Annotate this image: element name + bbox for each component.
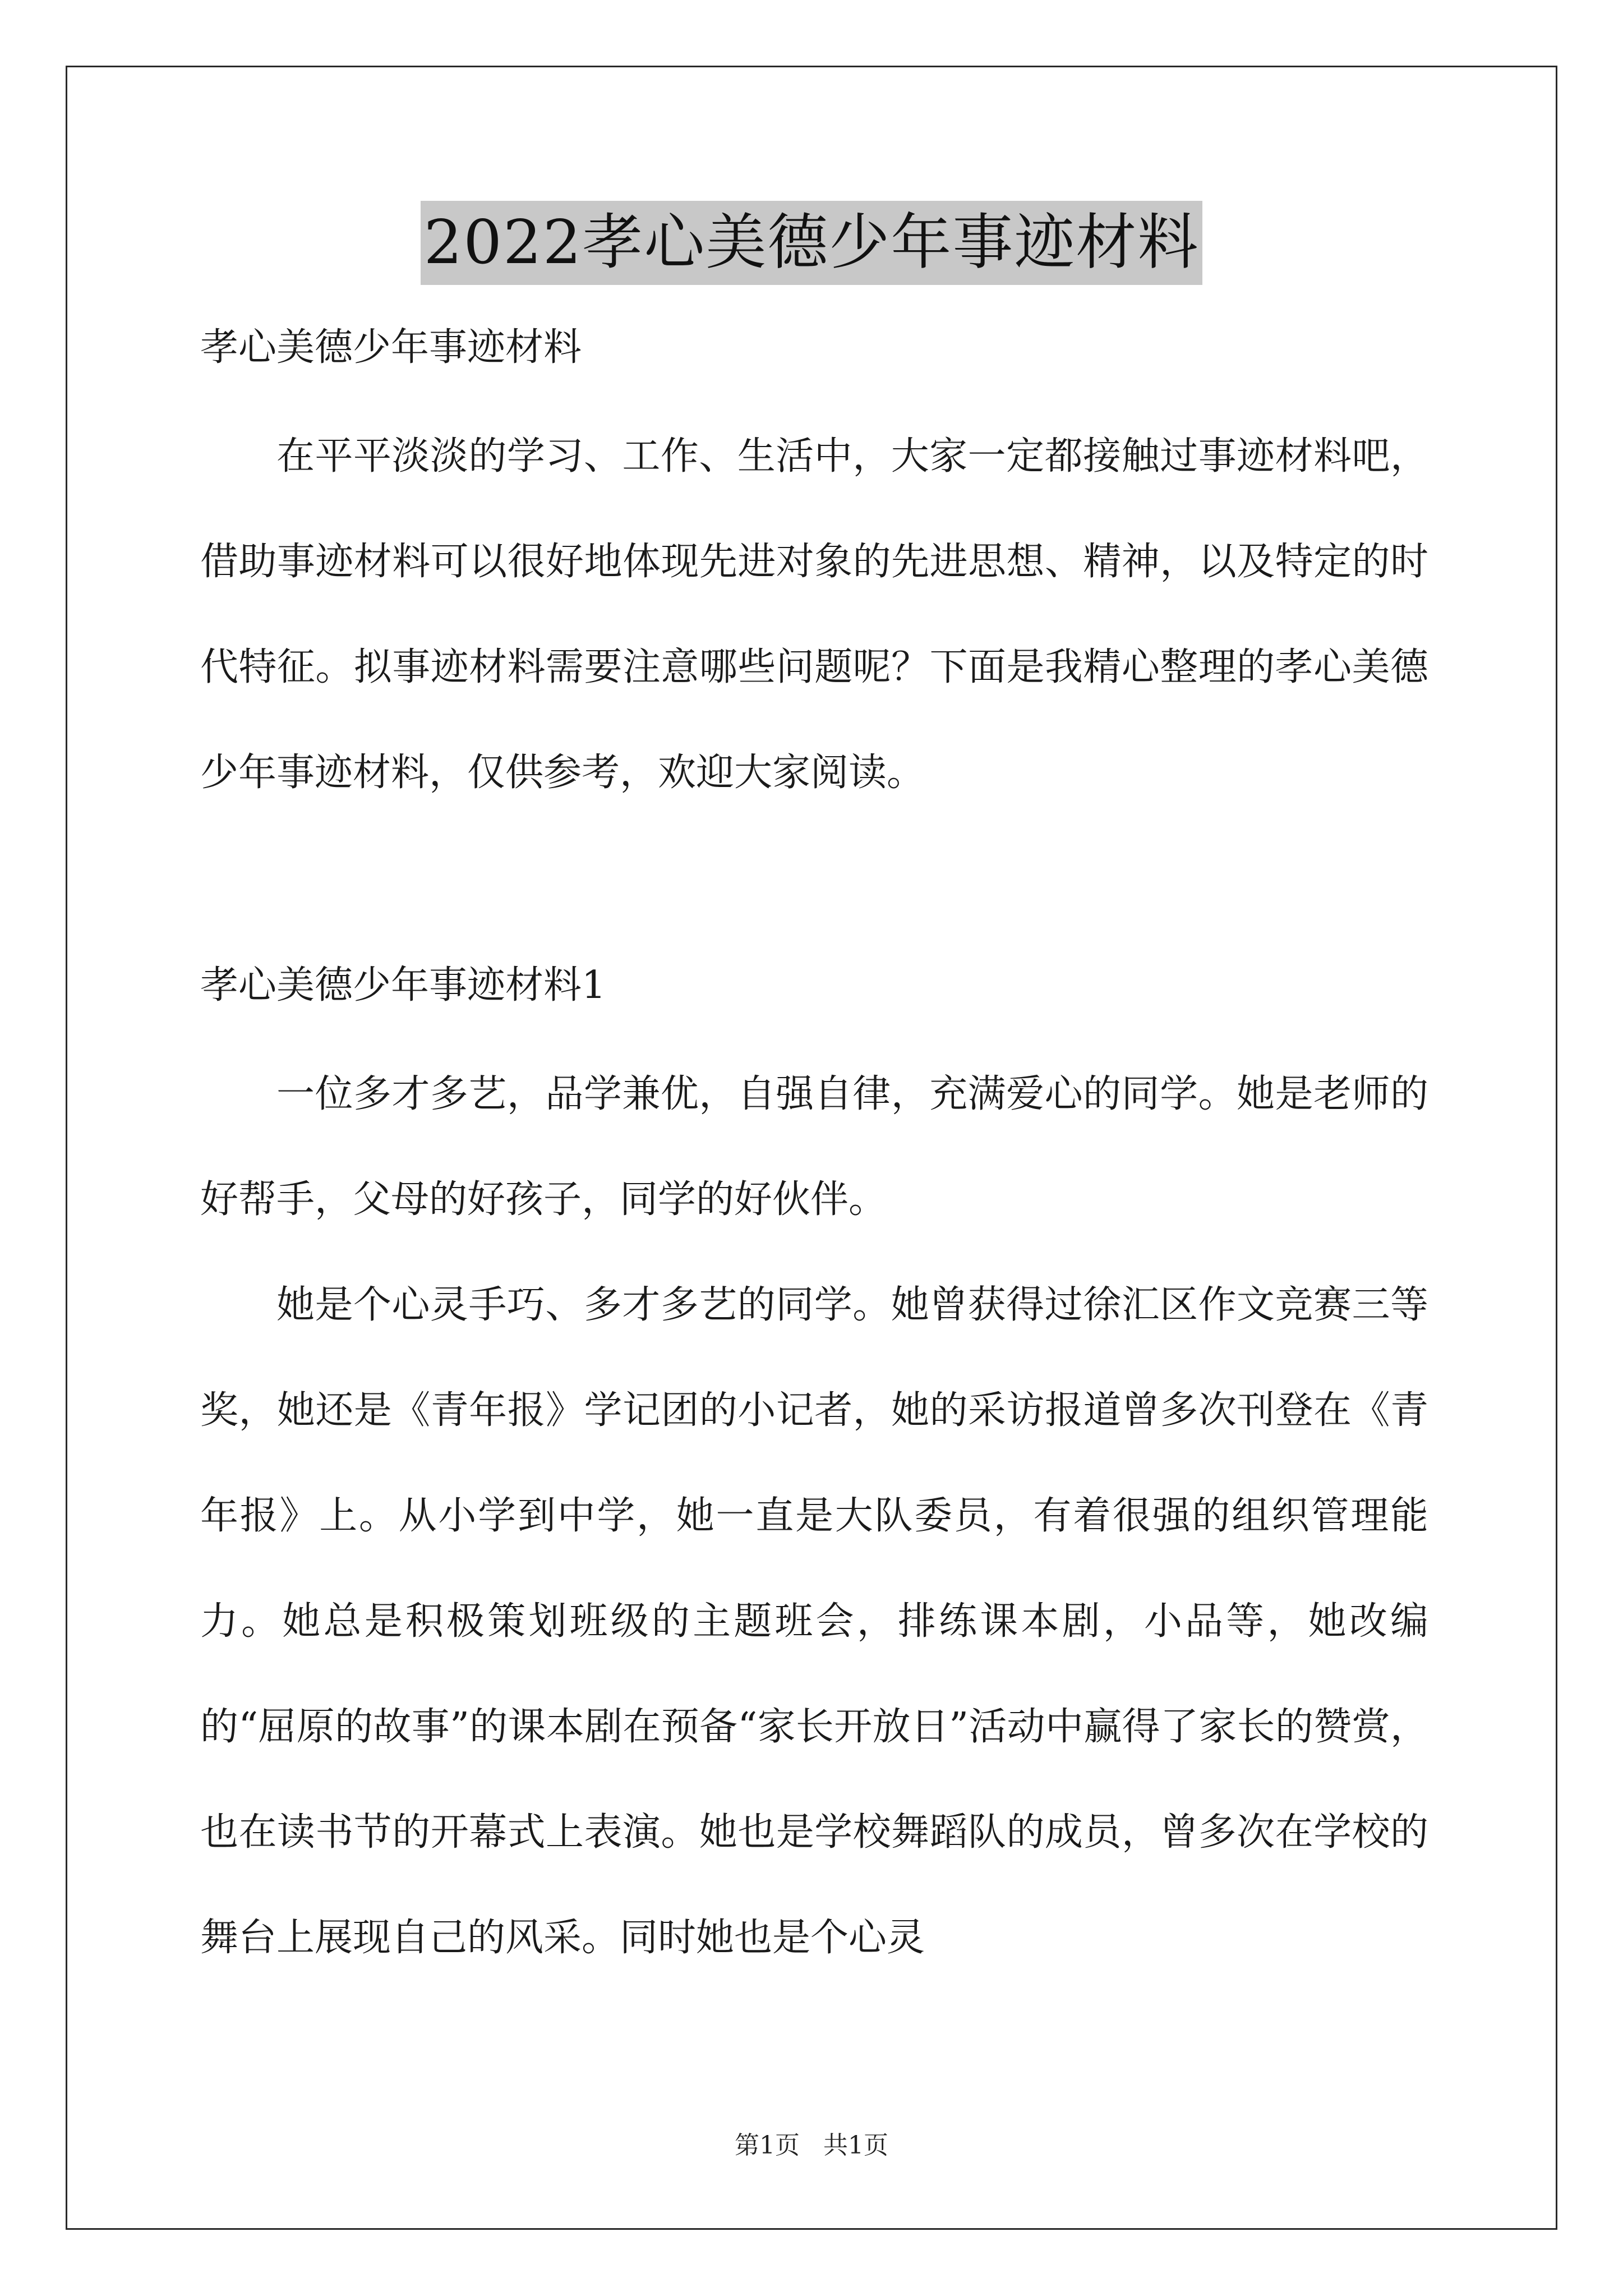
intro-paragraph: 在平平淡淡的学习、工作、生活中，大家一定都接触过事迹材料吧，借助事迹材料可以很好地体现先进对象的先进思想、精神，以及特定的时代特征。拟事迹材料需要注意哪些问题呢？下面是我精心整理的孝心美德少年事迹材料，仅供参考，欢迎大家阅读。 <box>200 434 1428 795</box>
page-footer <box>0 2129 1623 2162</box>
body-paragraph: 一位多才多艺，品学兼优，自强自律，充满爱心的同学。她是老师的好帮手，父母的好孩子，同学的好伙伴。 <box>200 1072 1428 1222</box>
page-number: 第1页 共1页 <box>735 2131 888 2160</box>
document-body <box>200 303 1428 1991</box>
document-title: 2022孝心美德少年事迹材料 <box>421 201 1203 285</box>
document-subtitle: 孝心美德少年事迹材料 <box>200 325 582 370</box>
section-heading: 孝心美德少年事迹材料1 <box>200 963 606 1007</box>
title-container <box>0 201 1623 285</box>
body-paragraph: 她是个心灵手巧、多才多艺的同学。她曾获得过徐汇区作文竞赛三等奖，她还是《青年报》学记团的小记者，她的采访报道曾多次刊登在《青年报》上。从小学到中学，她一直是大队委员，有着很强的组织管理能力。她总是积极策划班级的主题班会，排练课本剧，小品等，她改编的“屈原的故事”的课本剧在预备“家长开放日”活动中赢得了家长的赞赏，也在读书节的开幕式上表演。她也是学校舞蹈队的成员，曾多次在学校的舞台上展现自己的风采。同时她也是个心灵 <box>200 1283 1428 1960</box>
